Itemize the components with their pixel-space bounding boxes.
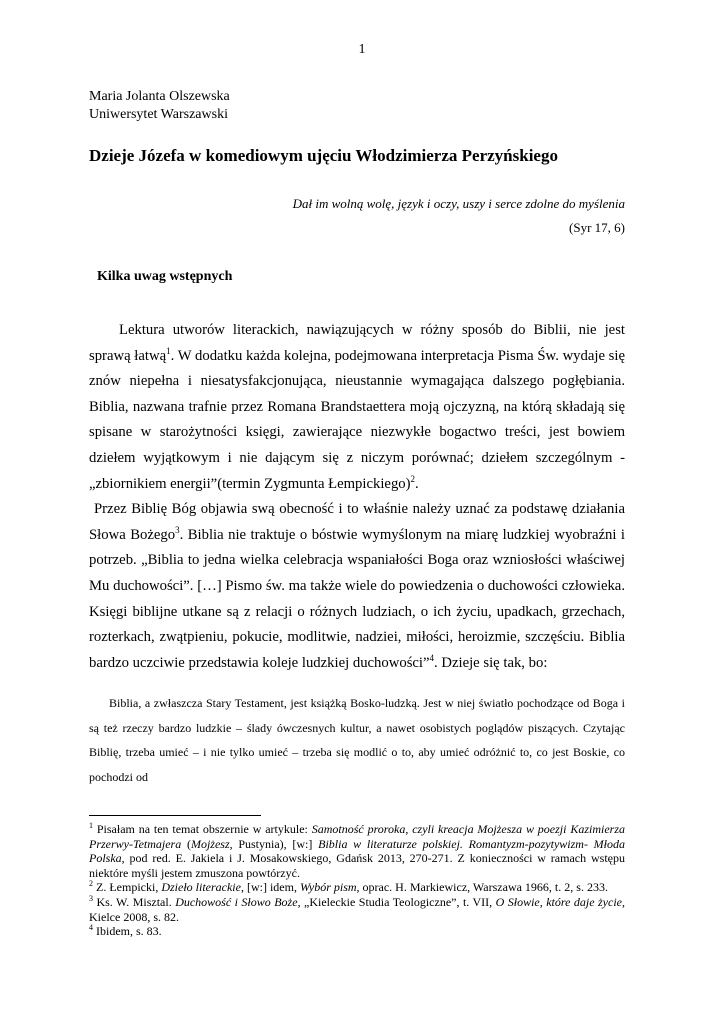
footnote-separator (89, 815, 261, 816)
footnote-2-number: 2 (89, 879, 93, 889)
footnote-1-number: 1 (89, 821, 93, 830)
footnote-ref-4: 4 (429, 652, 435, 663)
footnote-3-number: 3 (89, 893, 93, 903)
footnote-2-italic-1: Dzieło literackie (161, 880, 241, 895)
footnote-3-text-b: , „Kieleckie Studia Teologiczne”, t. VII, (297, 894, 496, 909)
footnote-1-text-c: , Pustynia), [w:] (229, 836, 319, 851)
footnote-1-italic-3: Biblia w literaturze polskiej. Romantyzm-pozytywizm- Młoda Polska (89, 836, 625, 866)
footnote-4 (89, 924, 625, 939)
paragraph-2-text-c: . Dzieje się tak, bo: (434, 654, 548, 671)
footnote-3-italic-1: Duchowość i Słowo Boże (175, 894, 298, 909)
footnote-ref-3: 3 (175, 524, 180, 535)
paragraph-1-text-b: . W dodatku każda kolejna, podejmowana interpretacja Pisma Św. wydaje się znów niepełna i niesatysfakcjonująca, nieustannie wymagająca dalszego pogłębiania. Biblia, nazwana trafnie przez Romana Brandstaettera moją ojczyzną, na którą składają się spisane w starożytności księgi, zawierające niezwykłe bogactwo treści, jest bowiem dziełem wyjątkowym i nie dającym się z niczym porównać; dziełem szczególnym - „zbiornikiem energii”(termin Zygmunta Łempickiego) (89, 347, 625, 492)
paragraph-1-text-c: . (415, 475, 419, 492)
paragraph-1-text-a: Lektura utworów literackich, nawiązujących w różny sposób do Biblii, nie jest sprawą łatwą (89, 322, 625, 364)
footnote-ref-1: 1 (166, 345, 171, 356)
footnote-ref-2: 2 (410, 473, 416, 484)
footnote-1-text-b: ( (181, 836, 191, 851)
paragraph-1 (89, 318, 625, 497)
footnote-3-italic-2: O Słowie, które daje życie (495, 894, 622, 909)
motto-text: Dał im wolną wolę, język i oczy, uszy i serce zdolne do myślenia (292, 196, 625, 211)
article-title: Dzieje Józefa w komediowym ujęciu Włodzimierza Perzyńskiego (89, 146, 558, 165)
block-quote (89, 691, 625, 789)
footnote-1-italic-1: Samotność proroka, czyli kreacja Mojżesza w poezji Kazimierza Przerwy-Tetmajera (89, 822, 625, 851)
footnote-2-text-b: , [w:] idem, (240, 880, 300, 895)
footnote-3 (89, 895, 625, 924)
author-name: Maria Jolanta Olszewska (89, 89, 230, 104)
footnote-2-italic-2: Wybór pism (299, 880, 357, 895)
footnote-1 (89, 822, 625, 880)
page-number: 1 (358, 42, 366, 57)
section-heading: Kilka uwag wstępnych (97, 269, 233, 284)
footnote-4-text-a: Ibidem, s. 83. (93, 924, 162, 939)
footnote-2-text-c: , oprac. H. Markiewicz, Warszawa 1966, t. 2, s. 233. (356, 880, 608, 895)
paragraph-2-text-a: Przez Biblię Bóg objawia swą obecność i to właśnie należy uznać za podstawę działania Słowa Bożego (89, 501, 625, 543)
paragraph-2 (89, 497, 625, 676)
footnote-3-text-c: , Kielce 2008, s. 82. (89, 894, 625, 924)
footnote-2-text-a: Z. Łempicki, (93, 880, 162, 895)
quote-text: Biblia, a zwłaszcza Stary Testament, jest książką Bosko-ludzką. Jest w niej światło pochodzące od Boga i są też rzeczy bardzo ludzkie – ślady ówczesnych kultur, a nawet osobistych poglądów piszących. Czytając Biblię, trzeba umieć – i nie tylko umieć – trzeba się modlić o to, aby umieć odróżnić to, co jest Boskie, co pochodzi od (89, 696, 625, 784)
author-affiliation: Uniwersytet Warszawski (89, 107, 228, 122)
footnote-3-text-a: Ks. W. Misztal. (93, 894, 176, 909)
footnotes (89, 822, 625, 939)
paragraph-2-text-b: . Biblia nie traktuje o bóstwie wymyślonym na miarę ludzkiej wyobraźni i potrzeb. „Biblia to jedna wielka celebracja wspaniałości Boga oraz wzniosłości właściwej Mu duchowości”. […] Pismo św. ma także wiele do powiedzenia o duchowości człowieka. Księgi biblijne utkane są z relacji o różnych ludziach, o ich życiu, upadkach, grzechach, rozterkach, zwątpieniu, pokucie, modlitwie, nadziei, miłości, heroizmie, szczęściu. Biblia bardzo uczciwie przedstawia koleje ludzkiej duchowości” (89, 526, 625, 671)
footnote-1-text-d: , pod red. E. Jakiela i J. Mosakowskiego, Gdańsk 2013, 270-271. Z konieczności w ramach wstępu niektóre myśli jestem zmuszona powtórzyć. (89, 851, 625, 880)
footnote-4-number: 4 (89, 923, 93, 933)
footnote-2 (89, 880, 625, 895)
motto-reference: (Syr 17, 6) (569, 220, 625, 235)
author-block (89, 88, 230, 124)
body-text (89, 318, 625, 676)
footnote-1-italic-2: Mojżesz (190, 836, 230, 851)
footnote-1-text-a: Pisałam na ten temat obszernie w artykule: (93, 822, 312, 836)
